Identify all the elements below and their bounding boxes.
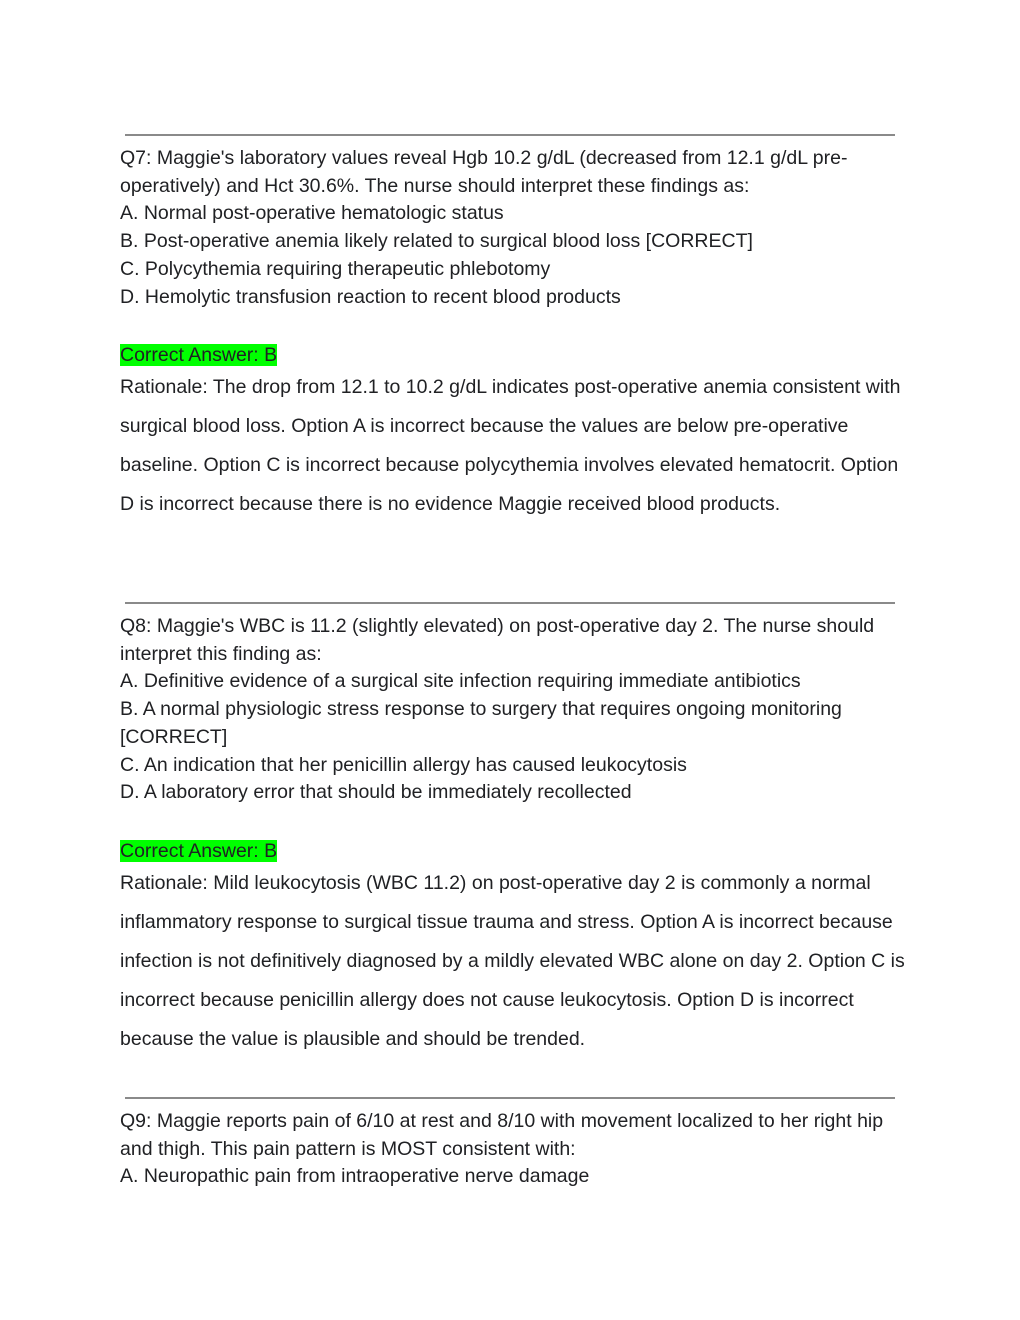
option-b: B. Post-operative anemia likely related to surgical blood loss [CORRECT] <box>120 230 753 253</box>
section-divider <box>125 134 895 136</box>
question-block-q8 <box>120 602 910 1059</box>
correct-answer-highlight: Correct Answer: B <box>120 839 278 862</box>
option-d: D. Hemolytic transfusion reaction to recent blood products <box>120 285 621 308</box>
option-a: A. Normal post-operative hematologic status <box>120 202 504 225</box>
option-d: D. A laboratory error that should be immediately recollected <box>120 781 632 804</box>
correct-answer-highlight: Correct Answer: B <box>120 344 278 367</box>
question-block-q9 <box>120 1097 910 1191</box>
option-b: B. A normal physiologic stress response to surgery that requires ongoing monitoring [CORRECT] <box>120 698 842 748</box>
question-block-q7 <box>120 134 910 524</box>
rationale-text: Rationale: The drop from 12.1 to 10.2 g/dL indicates post-operative anemia consistent with surgical blood loss. Option A is incorrect because the values are below pre-operative baseline. Option C is incorrect because polycythemia involves elevated hematocrit. Option D is incorrect because there is no evidence Maggie received blood products. <box>120 376 901 516</box>
option-c: C. Polycythemia requiring therapeutic phlebotomy <box>120 257 551 280</box>
option-a: A. Definitive evidence of a surgical site infection requiring immediate antibiotics <box>120 670 801 693</box>
option-c: C. An indication that her penicillin allergy has caused leukocytosis <box>120 753 687 776</box>
option-a: A. Neuropathic pain from intraoperative nerve damage <box>120 1165 590 1188</box>
question-text: Q7: Maggie's laboratory values reveal Hgb 10.2 g/dL (decreased from 12.1 g/dL pre-operatively) and Hct 30.6%. The nurse should interpret these findings as: <box>120 147 848 197</box>
rationale-text: Rationale: Mild leukocytosis (WBC 11.2) on post-operative day 2 is commonly a normal inflammatory response to surgical tissue trauma and stress. Option A is incorrect because infection is not definitively diagnosed by a mildly elevated WBC alone on day 2. Option C is incorrect because penicillin allergy does not cause leukocytosis. Option D is incorrect because the value is plausible and should be trended. <box>120 871 905 1050</box>
section-divider <box>125 602 895 604</box>
question-text: Q9: Maggie reports pain of 6/10 at rest and 8/10 with movement localized to her right hip and thigh. This pain pattern is MOST consistent with: <box>120 1110 884 1160</box>
section-divider <box>125 1097 895 1099</box>
question-text: Q8: Maggie's WBC is 11.2 (slightly elevated) on post-operative day 2. The nurse should interpret this finding as: <box>120 615 875 665</box>
